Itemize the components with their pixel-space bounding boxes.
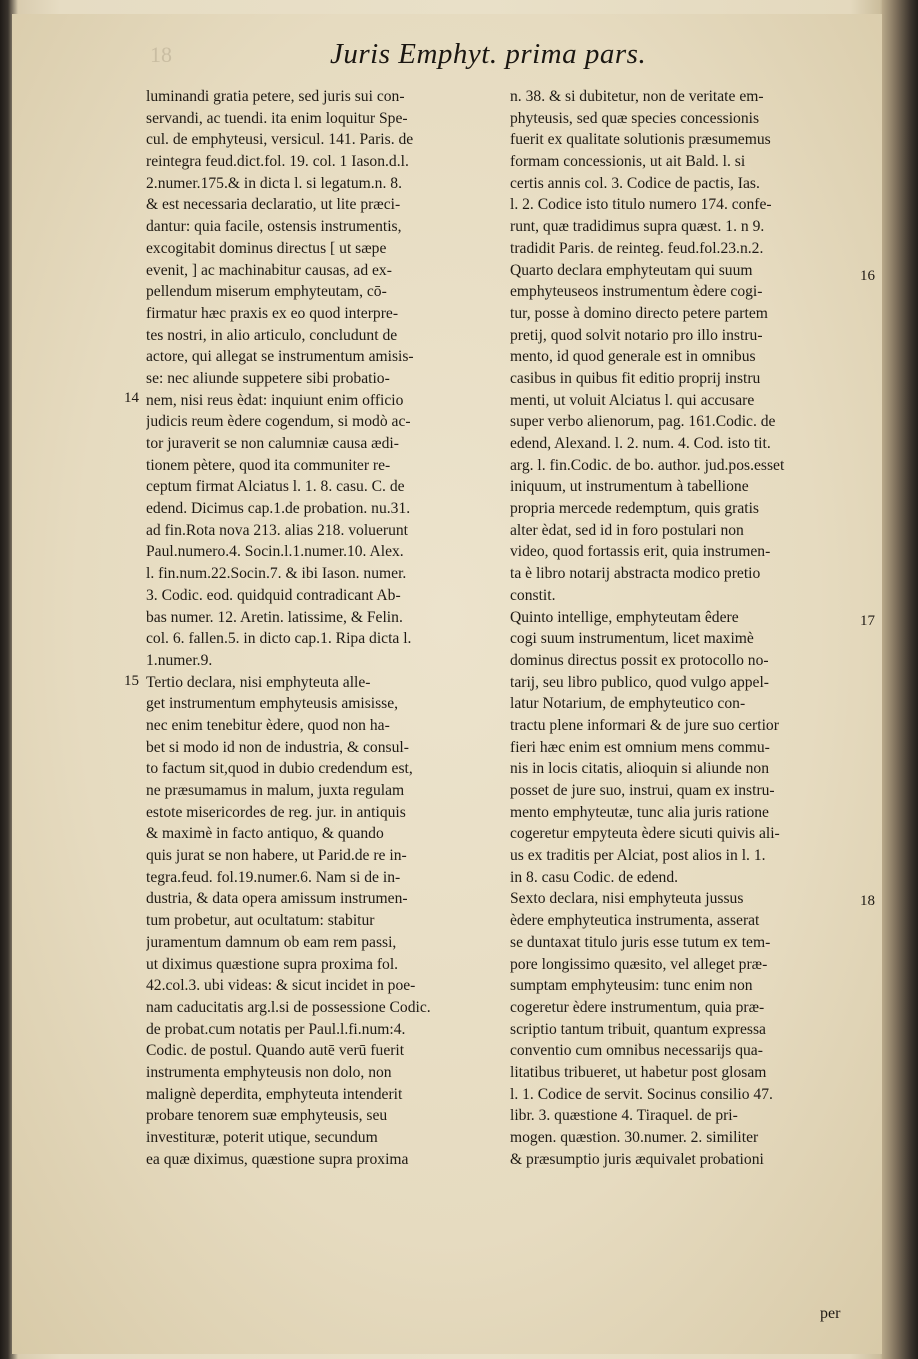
right-text-column <box>510 86 858 1170</box>
text-line: n. 38. & si dubitetur, non de veritate em- <box>510 88 764 105</box>
text-line: dominus directus possit ex protocollo no- <box>510 651 769 669</box>
margin-number-16: 16 <box>860 268 875 284</box>
text-line: ne præsumamus in malum, juxta regulam <box>146 782 405 799</box>
text-line: 42.col.3. ubi videas: & sicut incidet in poe- <box>146 977 416 995</box>
text-line: se duntaxat titulo juris esse tutum ex tem- <box>510 933 771 951</box>
text-line: cul. de emphyteusi, versicul. 141. Paris. de <box>146 131 414 149</box>
text-line: 2.numer.175.& in dicta l. si legatum.n. 8. <box>146 174 402 192</box>
margin-number-18: 18 <box>860 893 875 909</box>
text-line: & est necessaria declaratio, ut lite præci- <box>146 196 401 214</box>
text-line: col. 6. fallen.5. in dicto cap.1. Ripa dicta l. <box>146 630 412 648</box>
text-line: iniquum, ut instrumentum à tabellione <box>510 478 749 496</box>
text-line: l. fin.num.22.Socin.7. & ibi Iason. numer. <box>146 565 407 583</box>
text-line: se: nec aliunde suppetere sibi probatio- <box>146 369 390 387</box>
text-line: emphyteuseos instrumentum èdere cogi- <box>510 283 763 301</box>
text-line: ea quæ diximus, quæstione supra proxima <box>146 1150 409 1168</box>
text-line: propria mercede redemptum, quis gratis <box>510 500 759 518</box>
text-line: reintegra feud.dict.fol. 19. col. 1 Iason.d.l. <box>146 153 409 171</box>
text-line: sumptam emphyteusim: tunc enim non <box>510 977 753 995</box>
text-line: cogi suum instrumentum, licet maximè <box>510 630 754 648</box>
text-line: 3. Codic. eod. quidquid contradicant Ab- <box>146 586 401 604</box>
text-line: video, quod fortassis erit, quia instrumen- <box>510 543 771 561</box>
text-line: tor juraverit se non calumniæ causa ædi- <box>146 435 399 452</box>
text-line: nec enim tenebitur èdere, quod non ha- <box>146 716 390 734</box>
text-line: investituræ, poterit utique, secundum <box>146 1129 378 1146</box>
text-line: cogeretur èdere instrumentum, quia præ- <box>510 998 765 1016</box>
text-line: arg. l. fin.Codic. de bo. author. jud.pos.esset <box>510 456 785 474</box>
text-line: juramentum damnum ob eam rem passi, <box>146 933 397 951</box>
text-line: posset de jure suo, instrui, quam ex instru- <box>510 782 775 799</box>
left-text-column <box>146 86 496 1170</box>
text-line: bet si modo id non de industria, & consul- <box>146 738 409 756</box>
text-line: tionem pètere, quod ita communiter re- <box>146 456 391 474</box>
text-line: judicis reum èdere cogendum, si modò ac- <box>146 413 411 431</box>
text-line: dustria, & data opera amissum instrumen- <box>146 890 408 908</box>
text-line: mento emphyteutæ, tunc alia juris ratione <box>510 803 769 821</box>
book-fore-edge <box>882 0 918 1359</box>
text-line: tarij, seu libro publico, quod vulgo appel- <box>510 673 769 691</box>
text-line: ad fin.Rota nova 213. alias 218. voluerunt <box>146 521 409 539</box>
text-line: pore longissimo quæsito, vel alleget præ- <box>510 955 768 973</box>
text-line: bas numer. 12. Aretin. latissime, & Felin. <box>146 608 403 626</box>
text-line: instrumenta emphyteusis non dolo, non <box>146 1063 392 1081</box>
text-line: ceptum firmat Alciatus l. 1. 8. casu. C. de <box>146 478 405 496</box>
catchword: per <box>820 1305 841 1322</box>
text-line: menti, ut voluit Alciatus l. qui accusare <box>510 391 755 409</box>
text-line: casibus in quibus fit editio proprij instru <box>510 369 761 387</box>
text-line: tegra.feud. fol.19.numer.6. Nam si de in- <box>146 868 401 886</box>
margin-number-17: 17 <box>860 613 875 629</box>
margin-number-14: 14 <box>124 390 139 406</box>
text-line: mogen. quæstion. 30.numer. 2. similiter <box>510 1129 759 1146</box>
text-line: tum probetur, aut ocultatum: stabitur <box>146 912 375 930</box>
text-line: nis in locis citatis, alioquin si aliunde non <box>510 760 770 778</box>
text-line: ta è libro notarij abstracta modico pretio <box>510 565 761 583</box>
text-line: fuerit ex qualitate solutionis præsumemus <box>510 131 771 149</box>
text-line: edend. Dicimus cap.1.de probation. nu.31. <box>146 500 411 518</box>
text-line: get instrumentum emphyteusis amisisse, <box>146 695 399 713</box>
text-line: evenit, ] ac machinabitur causas, ad ex- <box>146 261 392 279</box>
text-line: de probat.cum notatis per Paul.l.fi.num:4. <box>146 1020 406 1038</box>
text-line: tur, posse à domino directo petere partem <box>510 304 768 322</box>
text-line: mento, id quod generale est in omnibus <box>510 348 756 366</box>
text-line: alter èdat, sed id in foro postulari non <box>510 521 744 539</box>
text-line: ut diximus quæstione supra proxima fol. <box>146 955 399 973</box>
text-line: tes nostri, in alio articulo, concludunt de <box>146 326 398 344</box>
page-number: 18 <box>150 42 172 67</box>
text-line: nam caducitatis arg.l.si de possessione Codic. <box>146 998 431 1016</box>
text-line: phyteusis, sed quæ species concessionis <box>510 109 760 127</box>
text-line: dantur: quia facile, ostensis instrumentis, <box>146 218 402 236</box>
text-line: Tertio declara, nisi emphyteuta alle- <box>146 673 371 691</box>
text-line: nem, nisi reus èdat: inquiunt enim officio <box>146 391 404 409</box>
text-line: Paul.numero.4. Socin.l.1.numer.10. Alex. <box>146 543 404 561</box>
text-line: litatibus tribueret, ut habetur post glosam <box>510 1063 767 1081</box>
text-line: quis jurat se non habere, ut Parid.de re in- <box>146 847 407 865</box>
text-line: servandi, ac tuendi. ita enim loquitur Spe- <box>146 109 408 127</box>
text-line: in 8. casu Codic. de edend. <box>510 868 679 886</box>
text-line: excogitabit dominus directus [ ut sæpe <box>146 239 387 257</box>
text-line: malignè deperdita, emphyteuta intenderit <box>146 1085 403 1103</box>
text-line: formam concessionis, ut ait Bald. l. si <box>510 153 746 171</box>
text-line: conventio cum omnibus necessarijs qua- <box>510 1042 763 1060</box>
text-line: Sexto declara, nisi emphyteuta jussus <box>510 890 744 908</box>
text-line: pretij, quod solvit notario pro illo instru- <box>510 326 763 344</box>
text-line: tractu plene informari & de jure suo certior <box>510 716 779 734</box>
text-line: Quinto intellige, emphyteutam êdere <box>510 608 739 626</box>
text-line: l. 1. Codice de servit. Socinus consilio 47. <box>510 1085 773 1103</box>
text-line: firmatur hæc praxis ex eo quod interpre- <box>146 304 399 322</box>
text-line: èdere emphyteutica instrumenta, asserat <box>510 912 760 930</box>
text-line: Codic. de postul. Quando autē verū fuerit <box>146 1042 405 1060</box>
text-line: super verbo alienorum, pag. 161.Codic. de <box>510 413 776 431</box>
text-line: 1.numer.9. <box>146 651 213 669</box>
text-line: & præsumptio juris æquivalet probationi <box>510 1150 764 1168</box>
text-line: us ex traditis per Alciat, post alios in l. 1. <box>510 847 766 865</box>
page-header <box>150 38 870 82</box>
text-line: probare tenorem suæ emphyteusis, seu <box>146 1107 388 1125</box>
text-line: & maximè in facto antiquo, & quando <box>146 825 384 843</box>
text-line: certis annis col. 3. Codice de pactis, Ias. <box>510 174 760 192</box>
text-line: l. 2. Codice isto titulo numero 174. confe- <box>510 196 772 214</box>
running-title: Juris Emphyt. prima pars. <box>330 38 647 70</box>
text-line: estote misericordes de reg. jur. in antiquis <box>146 803 406 821</box>
text-line: tradidit Paris. de reinteg. feud.fol.23.n.2. <box>510 239 764 257</box>
margin-number-15: 15 <box>124 673 139 689</box>
text-line: Quarto declara emphyteutam qui suum <box>510 261 753 279</box>
text-line: latur Notarium, de emphyteutico con- <box>510 695 746 713</box>
text-line: scriptio tantum tribuit, quantum expressa <box>510 1020 766 1038</box>
text-line: to factum sit,quod in dubio credendum est, <box>146 760 413 778</box>
text-line: libr. 3. quæstione 4. Tiraquel. de pri- <box>510 1107 738 1125</box>
text-line: edend, Alexand. l. 2. num. 4. Cod. isto tit. <box>510 435 771 452</box>
text-line: cogeretur empyteuta èdere sicuti quivis ali- <box>510 825 780 843</box>
text-line: actore, qui allegat se instrumentum amisis- <box>146 348 414 366</box>
text-line: pellendum miserum emphyteutam, cō- <box>146 283 387 301</box>
text-line: constit. <box>510 586 556 604</box>
text-line: luminandi gratia petere, sed juris sui con- <box>146 88 405 105</box>
text-line: fieri hæc enim est omnium mens commu- <box>510 738 770 756</box>
text-line: runt, quæ tradidimus supra quæst. 1. n 9. <box>510 218 765 236</box>
